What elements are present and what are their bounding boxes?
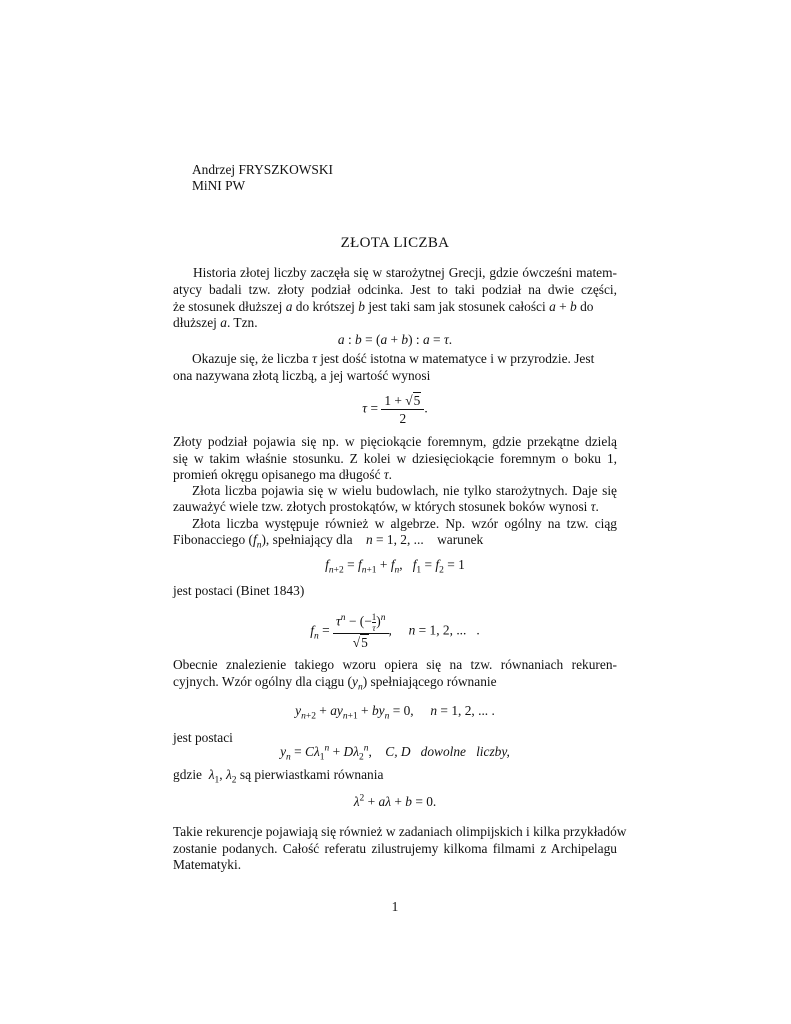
p4-line1: Złota liczba pojawia się w wielu budowlach, nie tylko starożytnych. Daje się: [192, 483, 617, 498]
p7-line1: Takie rekurencje pojawiają się również w zadaniach olimpijskich i kilka przykładów: [173, 824, 627, 839]
equation-fibonacci-recurrence: $f_{n+2} = f_{n+1} + f_n$, $f_1 = f_2 = 1$: [325, 557, 465, 576]
p6-line1: Obecnie znalezienie takiego wzoru opiera się na tzw. równaniach rekuren-: [173, 657, 617, 672]
p4-line2: zauważyć wiele tzw. złotych prostokątów, w których stosunek boków wynosi τ.: [173, 499, 599, 514]
binet-text: jest postaci (Binet 1843): [173, 583, 305, 598]
author-name: Andrzej FRYSZKOWSKI: [192, 162, 333, 177]
p5-line1: Złota liczba występuje również w algebrze. Np. wzór ogólny na tzw. ciąg: [192, 516, 617, 531]
gdzie-line: gdzie $\lambda_1$, $\lambda_2$ są pierwiastkami równania: [173, 767, 384, 786]
page-title: ZŁOTA LICZBA: [340, 235, 450, 251]
p2-line2: ona nazywana złotą liczbą, a jej wartość wynosi: [173, 368, 431, 383]
p5-line2: Fibonacciego $(f_n)$, spełniający dla n = 1, 2, ... warunek: [173, 532, 484, 551]
p7-line3: Matematyki.: [173, 857, 242, 872]
equation-general-solution: $y_n = C\lambda_1^n + D\lambda_2^n$, C, D dowolne liczby,: [280, 743, 510, 763]
p1-line4: dłuższej a. Tzn.: [173, 315, 258, 330]
p1-line3: że stosunek dłuższej a do krótszej b jest taki sam jak stosunek całości a + b do: [173, 299, 594, 314]
p6-line2: cyjnych. Wzór ogólny dla ciągu $(y_n)$ spełniającego równanie: [173, 674, 497, 693]
p3-line1: Złoty podział pojawia się np. w pięciokącie foremnym, gdzie przekątne dzielą: [173, 434, 617, 449]
page-number: 1: [391, 899, 399, 914]
p2-line1: Okazuje się, że liczba τ jest dość istotna w matematyce i w przyrodzie. Jest: [192, 351, 595, 366]
equation-characteristic: $\lambda^2 + a\lambda + b = 0$.: [353, 793, 437, 809]
p3-line3: promień okręgu opisanego ma długość τ.: [173, 467, 393, 482]
equation-tau: τ = $\frac{1 + √5}{2}$ .: [362, 393, 428, 426]
equation-binet: $f_n$ = $\tau^n$ − (− $\frac{1}{\tau}$ )$^n$ √5 , n = 1, 2, ... .: [310, 612, 480, 650]
p1-line1: Historia złotej liczby zaczęła się w starożytnej Grecji, gdzie ówcześni matem-: [193, 265, 617, 280]
jest-postaci-text: jest postaci: [173, 730, 233, 745]
p3-line2: się w takim właśnie stosunku. Z kolei w dziesięciokącie foremnym o boku 1,: [173, 451, 617, 466]
equation-recurrence-general: $y_{n+2} + ay_{n+1} + by_n = 0$, n = 1, 2, ... .: [295, 703, 495, 722]
p7-line2: zostanie podanych. Całość referatu zilustrujemy kilkoma filmami z Archipelagu: [173, 841, 617, 856]
p1-line2: atycy badali tzw. złoty podział odcinka. Jest to taki podział na dwie części,: [173, 282, 617, 297]
equation-ratio: a : b = (a + b) : a = τ.: [337, 332, 453, 347]
author-affiliation: MiNI PW: [192, 178, 246, 193]
